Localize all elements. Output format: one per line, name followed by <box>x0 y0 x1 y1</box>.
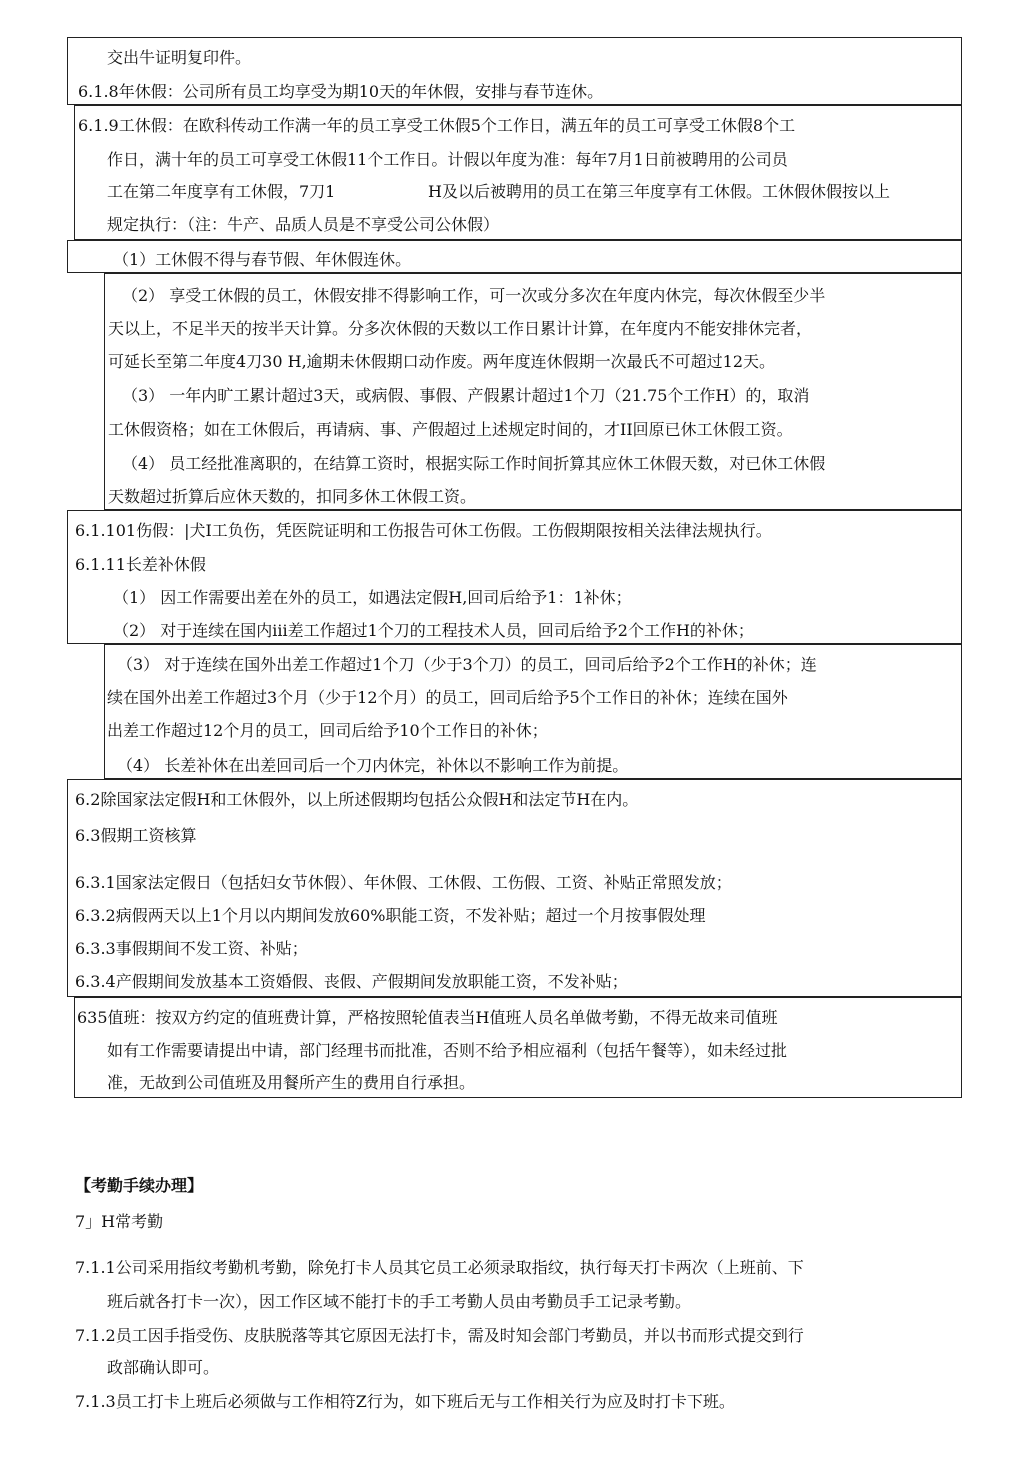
text-line: （2） 享受工休假的员工，休假安排不得影响工作，可一次或分多次在年度内休完，每次休假至少半 <box>122 286 826 305</box>
text-line: （1）工休假不得与春节假、年休假连休。 <box>113 250 412 269</box>
text-line: 635值班：按双方约定的值班费计算，严格按照轮值表当H值班人员名单做考勤，不得无故来司值班 <box>77 1008 778 1027</box>
text-line: 规定执行：（注：牛产、品质人员是不享受公司公休假） <box>107 215 500 234</box>
text-line: 天数超过折算后应休天数的，扣同多休工休假工资。 <box>108 487 477 506</box>
section-heading: 【考勤手续办理】 <box>75 1176 204 1195</box>
text-line: 续在国外出差工作超过3个月（少于12个月）的员工，回司后给予5个工作日的补休；连续在国外 <box>107 688 788 707</box>
text-line: 7.1.3员工打卡上班后必须做与工作相符Z行为，如下班后无与工作相关行为应及时打卡下班。 <box>75 1392 735 1411</box>
text-line: 6.1.11长差补休假 <box>75 555 206 574</box>
text-line: H及以后被聘用的员工在第三年度享有工休假。工休假休假按以上 <box>428 182 890 201</box>
text-line: 工在第二年度享有工休假，7刀1 <box>107 182 336 201</box>
text-line: 作日，满十年的员工可享受工休假11个工作日。计假以年度为准：每年7月1日前被聘用的公司员 <box>107 150 788 169</box>
text-line: 交出牛证明复印件。 <box>107 48 252 67</box>
text-line: 6.3.4产假期间发放基本工资婚假、丧假、产假期间发放职能工资，不发补贴； <box>75 972 628 991</box>
text-line: 可延长至第二年度4刀30 H,逾期未休假期口动作废。两年度连休假期一次最氏不可超过12天。 <box>108 352 776 371</box>
text-line: （3） 对于连续在国外出差工作超过1个刀（少于3个刀）的员工，回司后给予2个工作H的补休；连 <box>117 655 817 674</box>
text-line: 准，无故到公司值班及用餐所产生的费用自行承担。 <box>107 1073 476 1092</box>
text-line: （3） 一年内旷工累计超过3天，或病假、事假、产假累计超过1个刀（21.75个工作H）的，取消 <box>122 386 810 405</box>
text-line: 工休假资格；如在工休假后，再请病、事、产假超过上述规定时间的，才II回原已休工休假工资。 <box>108 420 793 439</box>
text-line: 6.1.8年休假：公司所有员工均享受为期10天的年休假，安排与春节连休。 <box>78 82 604 101</box>
text-line: 6.2除国家法定假H和工休假外，以上所述假期均包括公众假H和法定节H在内。 <box>75 790 639 809</box>
text-line: 6.3.2病假两天以上1个月以内期间发放60%职能工资，不发补贴；超过一个月按事假处理 <box>75 906 706 925</box>
text-line: （4） 员工经批准离职的，在结算工资时，根据实际工作时间折算其应休工休假天数，对已休工休假 <box>122 454 826 473</box>
text-line: 6.3.3事假期间不发工资、补贴； <box>75 939 308 958</box>
text-line: 7.1.2员工因手指受伤、皮肤脱落等其它原因无法打卡，需及时知会部门考勤员，并以书而形式提交到行 <box>75 1326 804 1345</box>
text-line: 如有工作需要请提出中请，部门经理书而批准，否则不给予相应福利（包括午餐等），如未经过批 <box>107 1041 788 1060</box>
text-line: 出差工作超过12个月的员工，回司后给予10个工作日的补休； <box>107 721 548 740</box>
text-line: 政部确认即可。 <box>107 1358 220 1377</box>
text-line: 6.3假期工资核算 <box>75 826 197 845</box>
text-line: （1） 因工作需要出差在外的员工，如遇法定假H,回司后给予1：1补休； <box>113 588 632 607</box>
text-line: 班后就各打卡一次），因工作区域不能打卡的手工考勤人员由考勤员手工记录考勤。 <box>107 1292 692 1311</box>
text-line: 天以上，不足半天的按半天计算。分多次休假的天数以工作日累计计算，在年度内不能安排休完者， <box>108 319 813 338</box>
text-line: （4） 长差补休在出差回司后一个刀内休完，补休以不影响工作为前提。 <box>117 756 629 775</box>
text-line: 7.1.1公司采用指纹考勤机考勤，除免打卡人员其它员工必须录取指纹，执行每天打卡两次（上班前、下 <box>75 1258 804 1277</box>
text-line: （2） 对于连续在国内iii差工作超过1个刀的工程技术人员，回司后给予2个工作H的补休； <box>113 621 754 640</box>
text-line: 6.1.9工休假：在欧科传动工作满一年的员工享受工休假5个工作日，满五年的员工可享受工休假8个工 <box>78 116 796 135</box>
text-line: 6.1.101伤假：|犬I工负伤，凭医院证明和工伤报告可休工伤假。工伤假期限按相关法律法规执行。 <box>75 521 772 540</box>
text-line: 6.3.1国家法定假日（包括妇女节休假）、年休假、工休假、工伤假、工资、补贴正常照发放； <box>75 873 732 892</box>
subsection-title: 7」H常考勤 <box>75 1212 164 1231</box>
